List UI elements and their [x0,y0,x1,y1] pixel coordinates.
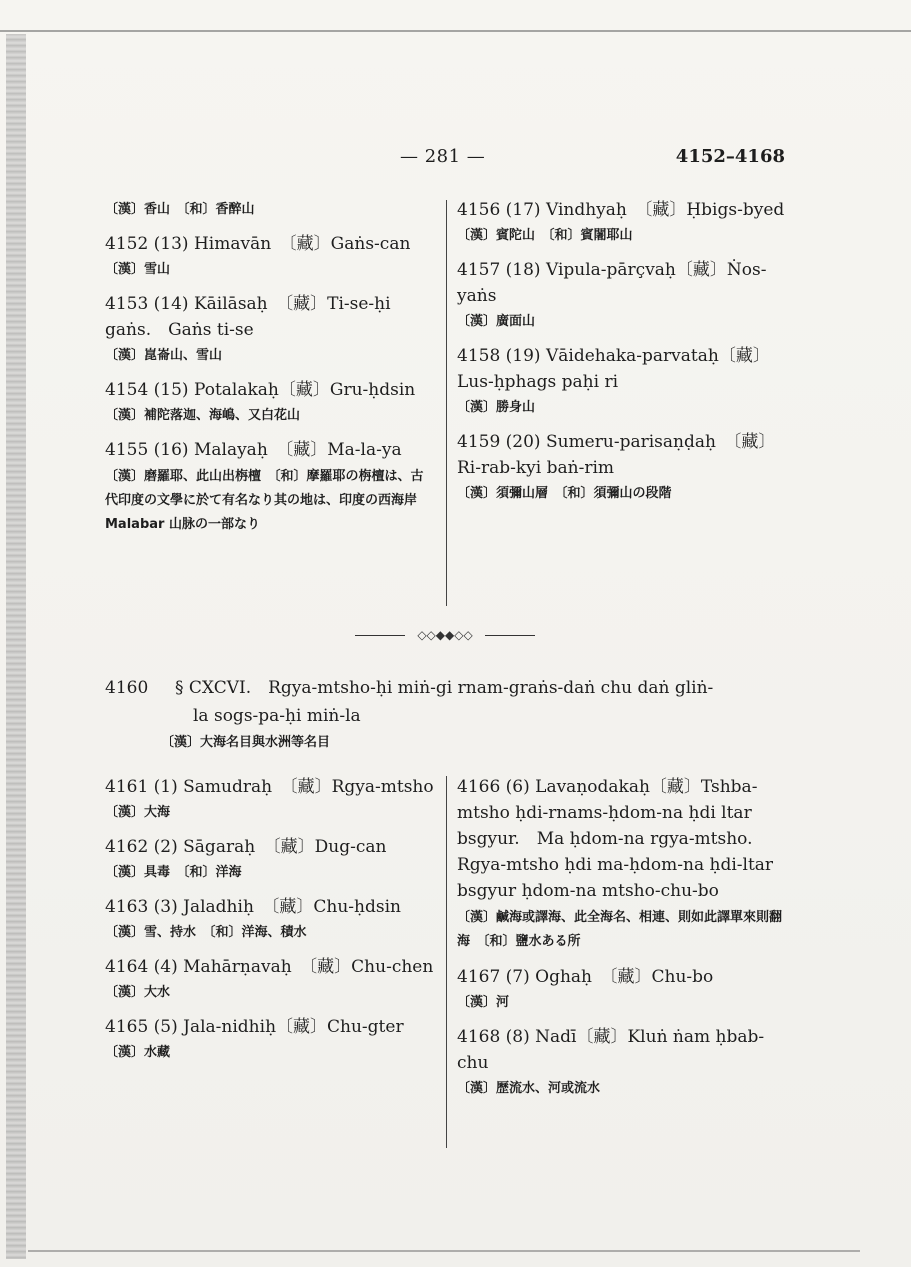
entry-title: 4152 (13) Himavān 〔藏〕Gaṅs-can [105,234,411,254]
page-number: — 281 — [400,146,486,167]
entry-4155 [105,437,435,537]
entry-4163 [105,894,435,944]
entry-4158 [457,343,787,419]
entry-cjk: 〔漢〕大水 [105,985,171,1000]
entry-cjk: 〔漢〕歷流水、河或流水 [457,1081,601,1096]
entry-title: 4157 (18) Vipula-pārçvaḥ〔藏〕Ṅos-yaṅs [457,260,767,306]
entry-4164 [105,954,435,1004]
entry-4151-cont [105,199,435,221]
bottom-right-column [457,774,787,1110]
entry-4162 [105,834,435,884]
bottom-edge-rule [28,1250,860,1252]
section-title: § CXCVI. Rgya-mtsho-ḥi miṅ-gi rnam-graṅs-daṅ chu daṅ gliṅ- [175,678,714,698]
section-heading [105,674,795,754]
top-right-column [457,197,787,515]
entry-range: 4152–4168 [675,146,785,167]
entry-title: 4159 (20) Sumeru-parisaṇḍaḥ 〔藏〕Ri-rab-kyi baṅ-rim [457,432,776,478]
section-title-cont: la sogs-pa-ḥi miṅ-la [193,706,361,726]
section-ornament: ◇◇◆◆◇◇ [355,628,535,644]
entry-title: 4153 (14) Kāilāsaḥ 〔藏〕Ti-se-ḥi gaṅs. Gaṅs ti-se [105,294,391,340]
section-cjk: 〔漢〕大海名目與水洲等名目 [161,735,331,750]
entry-cjk: 〔漢〕雪、持水 〔和〕洋海、積水 [105,925,307,940]
entry-4154 [105,377,435,427]
entry-title: 4167 (7) Oghaḥ 〔藏〕Chu-bo [457,967,714,987]
entry-title: 4163 (3) Jaladhiḥ 〔藏〕Chu-ḥdsin [105,897,401,917]
entry-cjk: 〔漢〕磨羅耶、此山出栴檀 〔和〕摩羅耶の栴檀は、古代印度の文學に於て有名なり其の地は、印度の西海岸 Malabar 山脉の一部なり [105,469,424,532]
entry-4168 [457,1024,787,1100]
entry-4165 [105,1014,435,1064]
entry-4161 [105,774,435,824]
entry-cjk: 〔漢〕廣面山 [457,314,536,329]
book-spine-shadow [6,34,26,1259]
entry-title: 4154 (15) Potalakaḥ〔藏〕Gru-ḥdsin [105,380,416,400]
entry-cjk: 〔漢〕大海 [105,805,171,820]
entry-cjk: 〔漢〕賓陀山 〔和〕賓闍耶山 [457,228,633,243]
entry-4167 [457,964,787,1014]
entry-cjk: 〔漢〕補陀落迦、海嶋、又白花山 [105,408,301,423]
entry-cjk: 〔漢〕勝身山 [457,400,536,415]
entry-title: 4161 (1) Samudraḥ 〔藏〕Rgya-mtsho [105,777,434,797]
entry-4156 [457,197,787,247]
entry-cjk: 〔漢〕須彌山層 〔和〕須彌山の段階 [457,486,672,501]
entry-4159 [457,429,787,505]
page-header [105,146,785,172]
entry-cjk: 〔漢〕崑崙山、雪山 [105,348,223,363]
entry-title: 4165 (5) Jala-nidhiḥ〔藏〕Chu-gter [105,1017,404,1037]
column-divider [446,200,447,606]
column-divider-bottom [446,776,447,1148]
entry-cjk: 〔漢〕雪山 [105,262,171,277]
entry-title: 4168 (8) Nadī〔藏〕Kluṅ ṅam ḥbab-chu [457,1027,765,1073]
entry-4157 [457,257,787,333]
entry-title: 4164 (4) Mahārṇavaḥ 〔藏〕Chu-chen [105,957,434,977]
entry-title: 4162 (2) Sāgaraḥ 〔藏〕Dug-can [105,837,387,857]
top-left-column [105,197,435,547]
entry-4153 [105,291,435,367]
entry-title: 4158 (19) Vāidehaka-parvataḥ〔藏〕Lus-ḥphags paḥi ri [457,346,770,392]
entry-cjk: 〔漢〕具毒 〔和〕洋海 [105,865,242,880]
entry-cjk: 〔漢〕鹹海或譯海、此全海名、相連、則如此譯單來則翻海 〔和〕鹽水ある所 [457,910,783,949]
entry-4166 [457,774,787,954]
entry-cjk: 〔漢〕香山 〔和〕香醉山 [105,202,255,217]
section-number: 4160 [105,678,149,698]
entry-cjk: 〔漢〕河 [457,995,510,1010]
entry-title: 4155 (16) Malayaḥ 〔藏〕Ma-la-ya [105,440,402,460]
top-edge-rule [0,30,911,32]
entry-title: 4166 (6) Lavaṇodakaḥ〔藏〕Tshba-mtsho ḥdi-rnams-ḥdom-na ḥdi ltar bsgyur. Ma ḥdom-na rgya-mtsho. Rgya-mtsho ḥdi ma-ḥdom-na ḥdi-ltar bsgyur ḥdom-na mtsho-chu-bo [457,777,774,901]
entry-cjk: 〔漢〕水藏 [105,1045,171,1060]
entry-4152 [105,231,435,281]
entry-title: 4156 (17) Vindhyaḥ 〔藏〕Ḥbigs-byed [457,200,785,220]
bottom-left-column [105,774,435,1074]
